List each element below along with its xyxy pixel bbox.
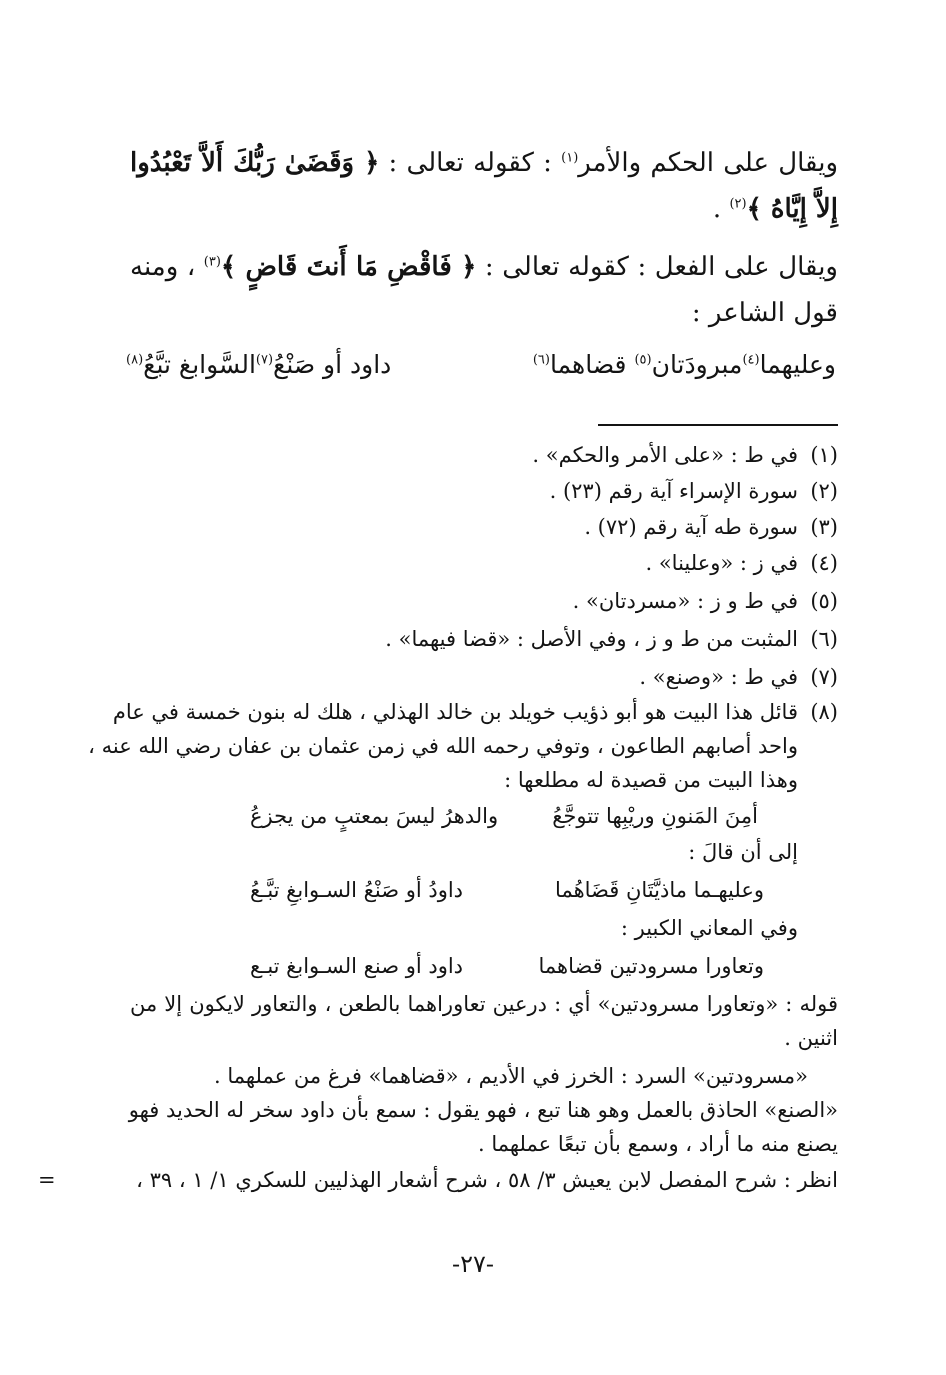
footnote-ref-1[interactable]: (١) — [561, 150, 579, 166]
footnote-ref-7[interactable]: (٧) — [255, 352, 274, 368]
continuation-mark: = — [38, 1168, 56, 1192]
fn8-line: واحد أصابهم الطاعون ، وتوفي رحمه الله في زمن عثمان بن عفان رضي الله عنه ، — [88, 734, 798, 758]
para2-end: ، ومنه قول الشاعر : — [130, 252, 838, 328]
fn8-line: قائل هذا البيت هو أبو ذؤيب خويلد بن خالد الهذلي ، هلك له بنون خمسة في عام — [112, 700, 798, 724]
fn8-line: قوله : «وتعاورا مسرودتين» أي : درعين تعاوراهما بالطعن ، والتعاور لايكون إلا من — [130, 992, 838, 1016]
fn8-verse3-right: وتعاورا مسرودتين قضاهما — [538, 954, 764, 978]
fn8-verse2-right: وعليهـما ماذيَّتَانِ قَضَاهُما — [555, 878, 764, 902]
fn8-line: وفي المعاني الكبير : — [620, 916, 798, 940]
footnote-number: (٦) — [810, 627, 838, 651]
paragraph-action — [130, 244, 838, 336]
paragraph-judgment — [130, 140, 838, 232]
footnote-text: المثبت من ط و ز ، وفي الأصل : «قضا فيهما» . — [385, 627, 798, 651]
footnote-number: (٥) — [810, 589, 838, 613]
fn8-verse1-left: والدهرُ ليسَ بمعتبٍ من يجزعُ — [250, 804, 499, 828]
footnote-text: سورة طه آية رقم (٧٢) . — [584, 515, 798, 539]
fn8-verse3-left: داود أو صنع السـوابغ تبـع — [250, 954, 464, 978]
footnote-text: سورة الإسراء آية رقم (٢٣) . — [549, 479, 798, 503]
para1-mid: : كقوله تعالى : — [379, 148, 562, 178]
quran-verse-isra: ﴿ وَقَضَىٰ رَبُّكَ أَلاَّ تَعْبُدُوا إِلاَّ إِيَّاهُ ﴾ — [130, 148, 838, 224]
quran-verse-taha: ﴿ فَاقْضِ مَا أَنتَ قَاضٍ ﴾ — [220, 252, 477, 282]
fn8-verse1-right: أمِنَ المَنونِ وريْبِها تتوجَّعُ — [552, 804, 758, 828]
footnote-text: في ط و ز : «مسردتان» . — [572, 589, 798, 613]
footnote-ref-3[interactable]: (٣) — [203, 254, 221, 270]
para2-text: ويقال على الفعل : كقوله تعالى : — [476, 252, 838, 282]
fn8-line: انظر : شرح المفصل لابن يعيش ٣/ ٥٨ ، شرح أشعار الهذليين للسكري ١/ ١ ، ٣٩ ، — [136, 1168, 838, 1192]
footnote-ref-5[interactable]: (٥) — [634, 352, 652, 368]
fn8-line: إلى أن قالَ : — [688, 840, 798, 864]
footnote-number: (٤) — [810, 551, 838, 575]
footnote-number: (٧) — [810, 665, 838, 689]
fn8-line: يصنع منه ما أراد ، وسمع بأن تبعًا عملهما . — [477, 1132, 838, 1156]
page-number: -٢٧- — [452, 1250, 494, 1278]
footnote-separator — [598, 424, 838, 426]
footnote-ref-8[interactable]: (٨) — [126, 352, 144, 368]
para1-end: . — [712, 194, 730, 224]
footnote-ref-4[interactable]: (٤) — [742, 352, 760, 368]
footnote-text: في ط : «وصنع» . — [639, 665, 798, 689]
poem-verse — [116, 350, 836, 400]
footnote-number: (٨) — [810, 700, 838, 724]
footnote-text: في ط : «على الأمر والحكم» . — [532, 443, 798, 467]
footnote-number: (٢) — [810, 479, 838, 503]
fn8-line: وهذا البيت من قصيدة له مطلعها : — [504, 768, 798, 792]
para1-text: ويقال على الحكم والأمر — [578, 148, 838, 178]
fn8-line: اثنين . — [784, 1026, 838, 1050]
fn8-line: «مسرودتين» السرد : الخرز في الأديم ، «قضاهما» فرغ من عملهما . — [213, 1064, 808, 1088]
fn8-line: «الصنع» الحاذق بالعمل وهو هنا تبع ، فهو يقول : سمع بأن داود سخر له الحديد فهو — [128, 1098, 838, 1122]
footnote-text: في ز : «وعلينا» . — [645, 551, 798, 575]
verse-first-hemistich: وعليهما$^{(٤)}$مبرودَتان$^{(٥)}$ قضاهما$^{(٦)}$ — [532, 350, 836, 379]
footnote-number: (٣) — [810, 515, 838, 539]
verse-second-hemistich: داود أو صَنْعُ$^{(٧)}$السَّوابغ تبَّعُ$^{(٨)}$ — [126, 350, 392, 379]
footnote-ref-2[interactable]: (٢) — [729, 196, 747, 212]
footnote-ref-6[interactable]: (٦) — [532, 352, 550, 368]
footnote-number: (١) — [810, 443, 838, 467]
fn8-verse2-left: داودُ أو صَنْعُ السـوابغِ تبَّـعُ — [250, 878, 464, 902]
